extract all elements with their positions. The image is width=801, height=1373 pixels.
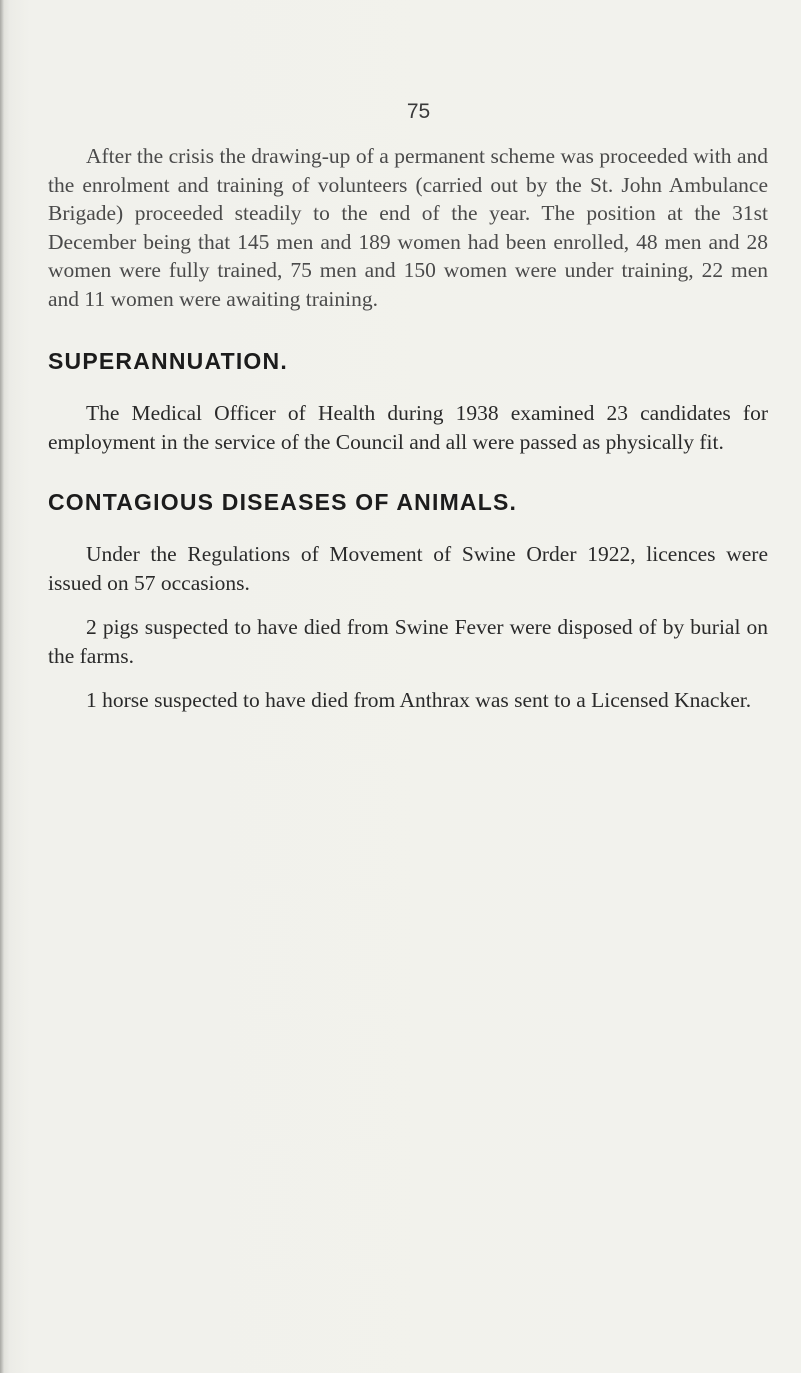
page-content [48,142,768,715]
contagious-diseases-heading: CONTAGIOUS DISEASES OF ANIMALS. [48,489,518,515]
swine-fever-paragraph: 2 pigs suspected to have died from Swine Fever were disposed of by burial on the farms. [48,615,768,668]
superannuation-paragraph: The Medical Officer of Health during 1938 examined 23 candidates for employment in the service of the Council and all were passed as physically fit. [48,401,768,454]
intro-paragraph: After the crisis the drawing-up of a permanent scheme was proceeded with and the enrolment and training of volunteers (carried out by the St. John Ambulance Brigade) proceeded steadily to the end of the year. The position at the 31st December being that 145 men and 189 women had been enrolled, 48 men and 28 women were fully trained, 75 men and 150 women were under training, 22 men and 11 women were awaiting training. [48,144,768,311]
superannuation-heading: SUPERANNUATION. [48,348,288,374]
page-number: 75 [406,100,431,123]
paragraph-spacer [48,597,768,613]
swine-order-paragraph: Under the Regulations of Movement of Swine Order 1922, licences were issued on 57 occasions. [48,542,768,595]
paragraph-spacer [48,670,768,686]
page-edge-shadow [0,0,4,1373]
anthrax-paragraph: 1 horse suspected to have died from Anthrax was sent to a Licensed Knacker. [86,688,752,712]
